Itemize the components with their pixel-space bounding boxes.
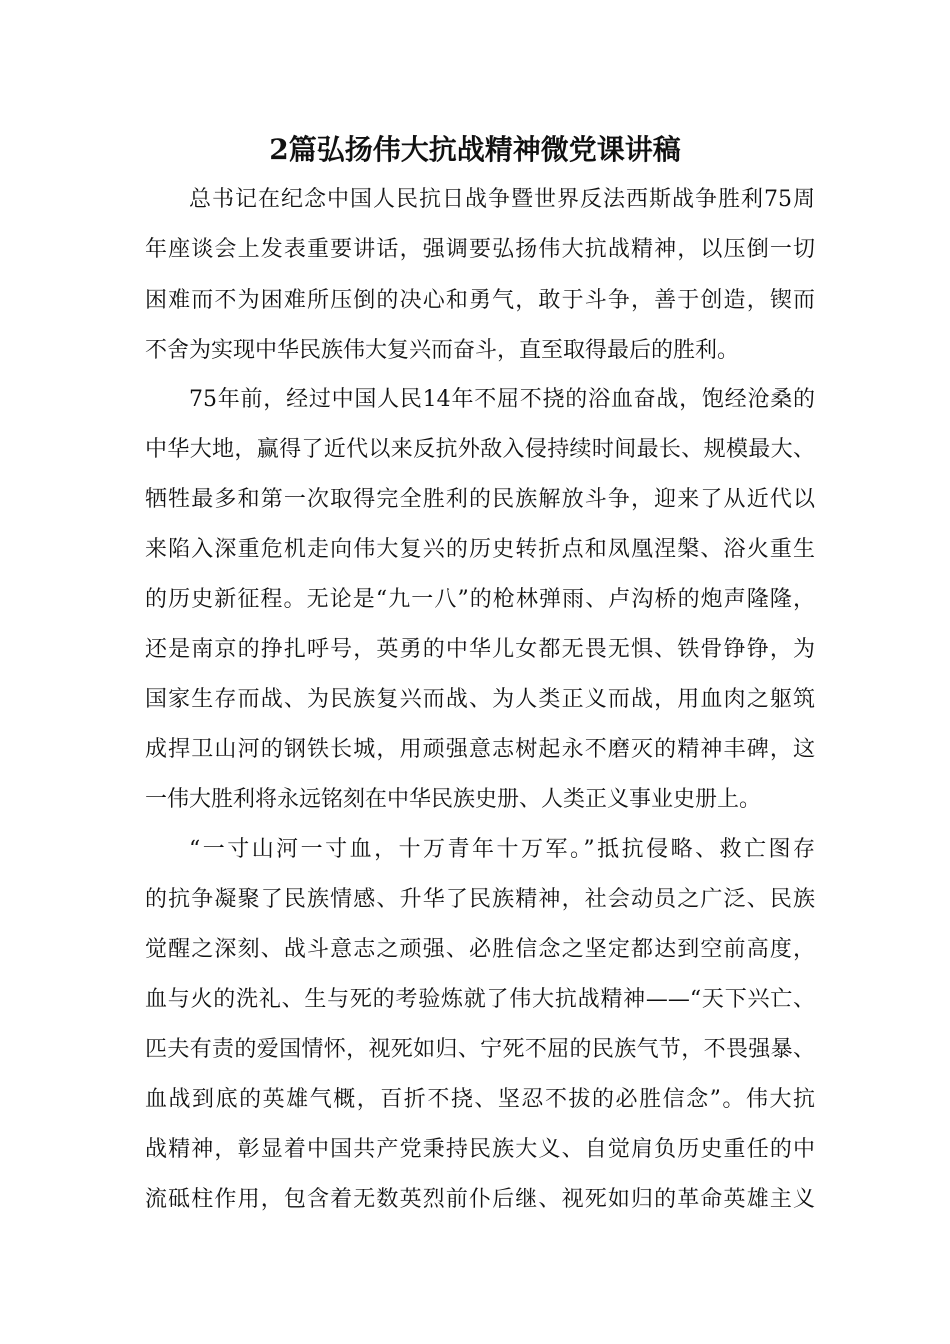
paragraph-line: 牺牲最多和第一次取得完全胜利的民族解放斗争，迎来了从近代以: [145, 487, 815, 512]
paragraph-line: 国家生存而战、为民族复兴而战、为人类正义而战，用血肉之躯筑: [145, 687, 815, 712]
paragraph-line: 的抗争凝聚了民族情感、升华了民族精神，社会动员之广泛、民族: [145, 887, 815, 912]
paragraph-line: 总书记在纪念中国人民抗日战争暨世界反法西斯战争胜利75周: [189, 187, 815, 212]
paragraph-line: 血与火的洗礼、生与死的考验炼就了伟大抗战精神——“天下兴亡、: [145, 987, 815, 1012]
paragraph-line: 困难而不为困难所压倒的决心和勇气，敢于斗争，善于创造，锲而: [145, 288, 815, 313]
paragraph-line: 匹夫有责的爱国情怀，视死如归、宁死不屈的民族气节，不畏强暴、: [145, 1037, 815, 1062]
paragraph-line: 中华大地，赢得了近代以来反抗外敌入侵持续时间最长、规模最大、: [145, 437, 815, 462]
document-title: 2篇弘扬伟大抗战精神微党课讲稿: [269, 133, 681, 166]
paragraph-line: 一伟大胜利将永远铭刻在中华民族史册、人类正义事业史册上。: [145, 787, 762, 812]
paragraph-line: 战精神，彰显着中国共产党秉持民族大义、自觉肩负历史重任的中: [145, 1137, 815, 1162]
paragraph-line: 的历史新征程。无论是“九一八”的枪林弹雨、卢沟桥的炮声隆隆，: [145, 587, 815, 612]
paragraph-line: 年座谈会上发表重要讲话，强调要弘扬伟大抗战精神，以压倒一切: [145, 237, 815, 262]
paragraph-line: 不舍为实现中华民族伟大复兴而奋斗，直至取得最后的胜利。: [145, 338, 740, 363]
paragraph-line: 觉醒之深刻、战斗意志之顽强、必胜信念之坚定都达到空前高度，: [145, 937, 815, 962]
paragraph-line: “一寸山河一寸血，十万青年十万军。”抵抗侵略、救亡图存: [189, 837, 815, 862]
paragraph-line: 流砥柱作用，包含着无数英烈前仆后继、视死如归的革命英雄主义: [145, 1187, 815, 1212]
paragraph-line: 75年前，经过中国人民14年不屈不挠的浴血奋战，饱经沧桑的: [189, 387, 815, 412]
paragraph-line: 来陷入深重危机走向伟大复兴的历史转折点和凤凰涅槃、浴火重生: [145, 537, 815, 562]
paragraph-line: 血战到底的英雄气概，百折不挠、坚忍不拔的必胜信念”。伟大抗: [145, 1087, 815, 1112]
paragraph-line: 还是南京的挣扎呼号，英勇的中华儿女都无畏无惧、铁骨铮铮，为: [145, 637, 815, 662]
paragraph-line: 成捍卫山河的钢铁长城，用顽强意志树起永不磨灭的精神丰碑，这: [145, 737, 815, 762]
